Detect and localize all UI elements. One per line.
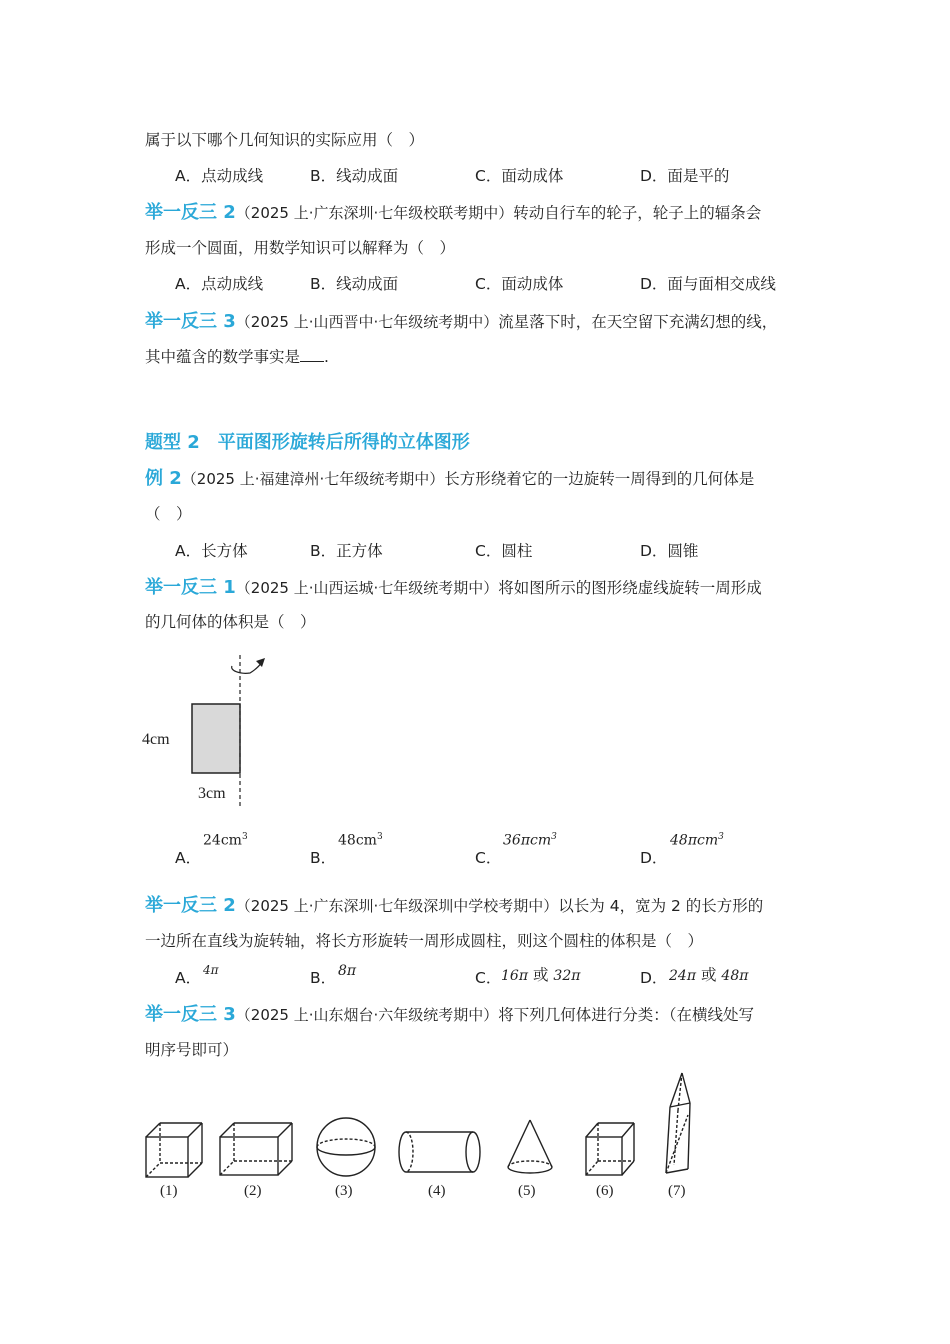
option-a: A．长方体	[175, 542, 248, 560]
question-text: 将下列几何体进行分类：（在横线处写	[498, 1006, 755, 1024]
question-text: 长方形绕着它的一边旋转一周得到的几何体是	[444, 470, 755, 488]
solid-prism-7	[666, 1073, 690, 1173]
question-text	[145, 345, 329, 367]
option-c-letter: C．	[475, 969, 502, 987]
option-d-letter: D．	[640, 849, 668, 867]
question-header	[145, 198, 761, 224]
question-text: 以长为 4，宽为 2 的长方形的	[558, 897, 764, 915]
question-header	[145, 1000, 754, 1026]
shaded-rectangle	[192, 704, 240, 773]
option-b-value: 8π	[338, 963, 357, 979]
option-b: B．线动成面	[310, 167, 399, 185]
option-a: A．点动成线	[175, 275, 264, 293]
option-b-letter: B．	[310, 969, 337, 987]
solid-sphere-3	[317, 1118, 375, 1176]
option-c-value: 36πcm$^3$	[503, 832, 557, 849]
solid-cuboid-2	[220, 1123, 292, 1175]
option-d-letter: D．	[640, 969, 668, 987]
solid-label: (6)	[596, 1183, 614, 1199]
option-d: D．圆锥	[640, 542, 699, 560]
option-a-value: 4π	[203, 963, 219, 977]
height-label: 4cm	[142, 731, 170, 748]
question-text-end: .	[324, 348, 329, 366]
question-text: 流星落下时，在天空留下充满幻想的线，	[498, 313, 778, 331]
question-source: （2025 上·山西运城·七年级统考期中）	[235, 579, 499, 597]
option-a-letter: A．	[175, 849, 202, 867]
question-header	[145, 464, 754, 490]
option-c: C．圆柱	[475, 542, 533, 560]
answer-blank[interactable]	[300, 347, 324, 362]
section-heading: 题型 2 平面图形旋转后所得的立体图形	[145, 432, 470, 453]
question-source: （2025 上·福建漳州·七年级统考期中）	[181, 470, 445, 488]
question-label: 举一反三 2	[145, 202, 236, 223]
question-text: （ ）	[145, 505, 192, 523]
rotation-arrow	[232, 662, 262, 673]
solid-label: (3)	[335, 1183, 353, 1199]
option-c-letter: C．	[475, 849, 502, 867]
question-text: 明序号即可）	[145, 1041, 239, 1059]
option-c: C．面动成体	[475, 275, 564, 293]
question-label: 举一反三 3	[145, 311, 236, 332]
solid-label: (7)	[668, 1183, 686, 1199]
option-b-value: $48cm^3$	[338, 832, 383, 849]
option-a-letter: A．	[175, 969, 202, 987]
question-source: （2025 上·山东烟台·六年级统考期中）	[235, 1006, 499, 1024]
question-label: 举一反三 2	[145, 895, 236, 916]
solid-cube-1	[146, 1123, 202, 1177]
question-label: 例 2	[145, 468, 182, 489]
option-b-letter: B．	[310, 849, 337, 867]
solids-figure	[140, 1065, 700, 1210]
solid-label: (2)	[244, 1183, 262, 1199]
option-c: C．面动成体	[475, 167, 564, 185]
solid-cylinder-4	[399, 1132, 480, 1172]
solid-cube-6	[586, 1123, 634, 1175]
question-text-part: 其中蕴含的数学事实是	[145, 348, 301, 366]
option-d-value: 24π 或 48π	[669, 966, 749, 984]
solid-label: (4)	[428, 1183, 446, 1199]
solid-cone-5	[508, 1120, 552, 1173]
width-label: 3cm	[198, 785, 226, 802]
rotation-figure	[140, 650, 280, 815]
question-text: 将如图所示的图形绕虚线旋转一周形成	[498, 579, 762, 597]
question-header	[145, 573, 762, 599]
question-source: （2025 上·广东深圳·七年级校联考期中）	[235, 204, 514, 222]
option-d: D．面是平的	[640, 167, 730, 185]
option-a-value: $24cm^3$	[203, 832, 248, 849]
question-header	[145, 891, 763, 917]
question-label: 举一反三 3	[145, 1004, 236, 1025]
question-source: （2025 上·广东深圳·七年级深圳中学校考期中）	[235, 897, 559, 915]
solid-label: (5)	[518, 1183, 536, 1199]
option-a: A．点动成线	[175, 167, 264, 185]
option-c-value: 16π 或 32π	[501, 966, 581, 984]
arrow-head-icon	[256, 658, 265, 667]
question-text: 形成一个圆面，用数学知识可以解释为（ ）	[145, 239, 456, 257]
question-text: 一边所在直线为旋转轴，将长方形旋转一周形成圆柱，则这个圆柱的体积是（ ）	[145, 932, 704, 950]
solid-label: (1)	[160, 1183, 178, 1199]
option-d-value: 48πcm$^3$	[670, 832, 724, 849]
question-label: 举一反三 1	[145, 577, 236, 598]
question-text: 转动自行车的轮子，轮子上的辐条会	[513, 204, 762, 222]
option-b: B．线动成面	[310, 275, 399, 293]
option-d: D．面与面相交成线	[640, 275, 776, 293]
question-header	[145, 307, 777, 333]
question-source: （2025 上·山西晋中·七年级统考期中）	[235, 313, 499, 331]
question-text: 属于以下哪个几何知识的实际应用（ ）	[145, 131, 425, 149]
option-b: B．正方体	[310, 542, 383, 560]
question-text: 的几何体的体积是（ ）	[145, 613, 316, 631]
